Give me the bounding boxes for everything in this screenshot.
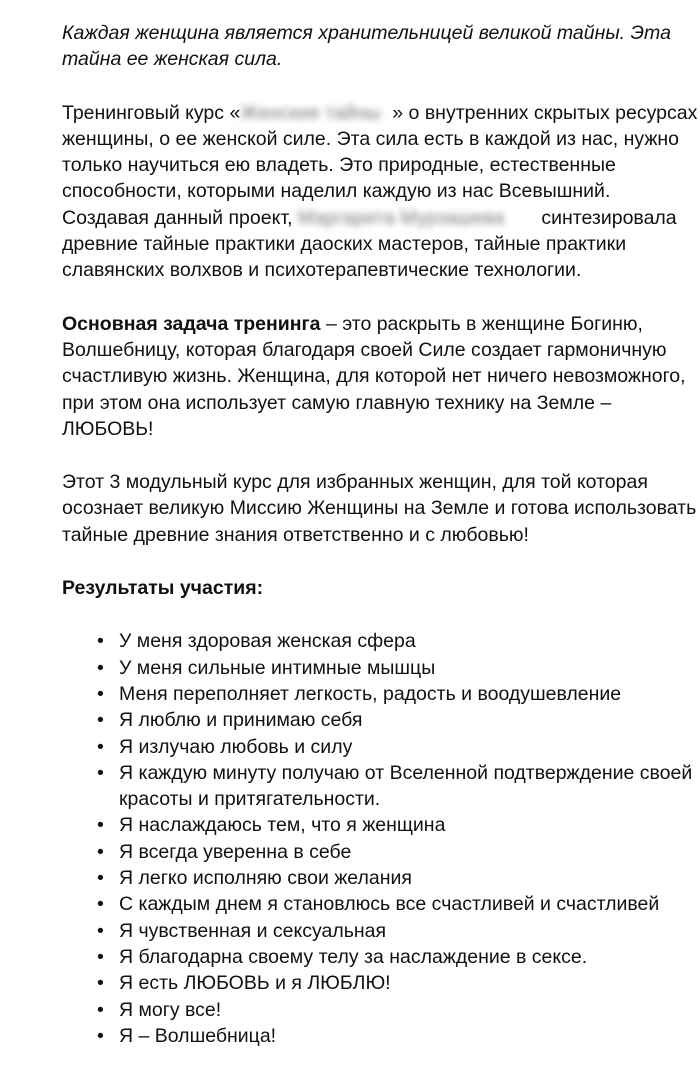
list-item-text: С каждым днем я становлюсь все счастливей и счастливей bbox=[119, 893, 660, 916]
list-item bbox=[62, 734, 698, 760]
list-item bbox=[62, 970, 698, 996]
intro-paragraph: Каждая женщина является хранительницей великой тайны. Эта тайна ее женская сила. bbox=[62, 22, 671, 71]
list-item bbox=[62, 760, 698, 813]
document-body bbox=[62, 20, 698, 1049]
course-text-middle: » о внутренних скрытых ресурсах женщины, о ее женской силе. Эта сила есть в каждой из нас, нужно только научиться ею владеть. Это природные, естественные способности, которыми наделил каждую из нас Всевышний. Создавая данный проект, bbox=[62, 101, 698, 229]
list-item-text: Я – Волшебница! bbox=[119, 1024, 277, 1047]
list-item-text: Я легко исполняю свои желания bbox=[119, 867, 412, 890]
list-item bbox=[62, 628, 698, 654]
list-item-text: Я могу все! bbox=[119, 998, 222, 1021]
results-list bbox=[62, 628, 698, 1049]
list-item-text: Я чувственная и сексуальная bbox=[119, 919, 387, 942]
course-text-end: синтезировала древние тайные практики даоских мастеров, тайные практики славянских волхвов и психотерапевтические технологии. bbox=[62, 206, 677, 282]
list-item bbox=[62, 655, 698, 681]
list-item bbox=[62, 891, 698, 917]
list-item-text: Я наслаждаюсь тем, что я женщина bbox=[119, 814, 446, 837]
list-item-text: У меня здоровая женская сфера bbox=[119, 630, 416, 653]
bullet-icon: • bbox=[97, 998, 104, 1021]
list-item-text: Я люблю и принимаю себя bbox=[119, 709, 363, 732]
course-text-start: Тренинговый курс « bbox=[62, 101, 241, 124]
bullet-icon: • bbox=[97, 709, 104, 732]
bullet-icon: • bbox=[97, 682, 104, 705]
list-item bbox=[62, 1023, 698, 1049]
results-heading: Результаты участия: bbox=[62, 577, 264, 600]
list-item bbox=[62, 997, 698, 1023]
list-item bbox=[62, 839, 698, 865]
list-item bbox=[62, 865, 698, 891]
bullet-icon: • bbox=[97, 919, 104, 942]
module-paragraph: Этот 3 модульный курс для избранных женщин, для той которая осознает великую Миссию Женщины на Земле и готова использовать тайные древние знания ответственно и с любовью! bbox=[62, 471, 697, 546]
list-item-text: Я всегда уверенна в себе bbox=[119, 840, 352, 863]
list-item bbox=[62, 918, 698, 944]
bullet-icon: • bbox=[97, 840, 104, 863]
list-item-text: У меня сильные интимные мышцы bbox=[119, 656, 436, 679]
bullet-icon: • bbox=[97, 814, 104, 837]
list-item bbox=[62, 681, 698, 707]
bullet-icon: • bbox=[97, 630, 104, 653]
bullet-icon: • bbox=[97, 761, 104, 784]
bullet-icon: • bbox=[97, 893, 104, 916]
blurred-author-name: Маргарита Мурзашева bbox=[297, 206, 505, 229]
list-item-text: Я излучаю любовь и силу bbox=[119, 735, 353, 758]
task-paragraph bbox=[62, 311, 698, 442]
task-text: – это раскрыть в женщине Богиню, Волшебницу, которая благодаря своей Силе создает гармоничную счастливую жизнь. Женщина, для которой нет ничего невозможного, при этом она использует самую главную технику на Земле – ЛЮБОВЬ! bbox=[62, 312, 686, 440]
list-item-text: Я есть ЛЮБОВЬ и я ЛЮБЛЮ! bbox=[119, 972, 391, 995]
list-item-text: Я благодарна своему телу за наслаждение в сексе. bbox=[119, 945, 588, 968]
list-item bbox=[62, 812, 698, 838]
course-paragraph bbox=[62, 100, 698, 284]
bullet-icon: • bbox=[97, 735, 104, 758]
list-item-text: Я каждую минуту получаю от Вселенной подтверждение своей красоты и притягательности. bbox=[119, 761, 693, 811]
list-item bbox=[62, 944, 698, 970]
blurred-project-name: Женские тайны bbox=[240, 101, 381, 124]
task-bold-lead: Основная задача тренинга bbox=[62, 312, 321, 335]
bullet-icon: • bbox=[97, 1024, 104, 1047]
bullet-icon: • bbox=[97, 656, 104, 679]
bullet-icon: • bbox=[97, 972, 104, 995]
list-item-text: Меня переполняет легкость, радость и воодушевление bbox=[119, 682, 622, 705]
bullet-icon: • bbox=[97, 867, 104, 890]
list-item bbox=[62, 707, 698, 733]
bullet-icon: • bbox=[97, 945, 104, 968]
